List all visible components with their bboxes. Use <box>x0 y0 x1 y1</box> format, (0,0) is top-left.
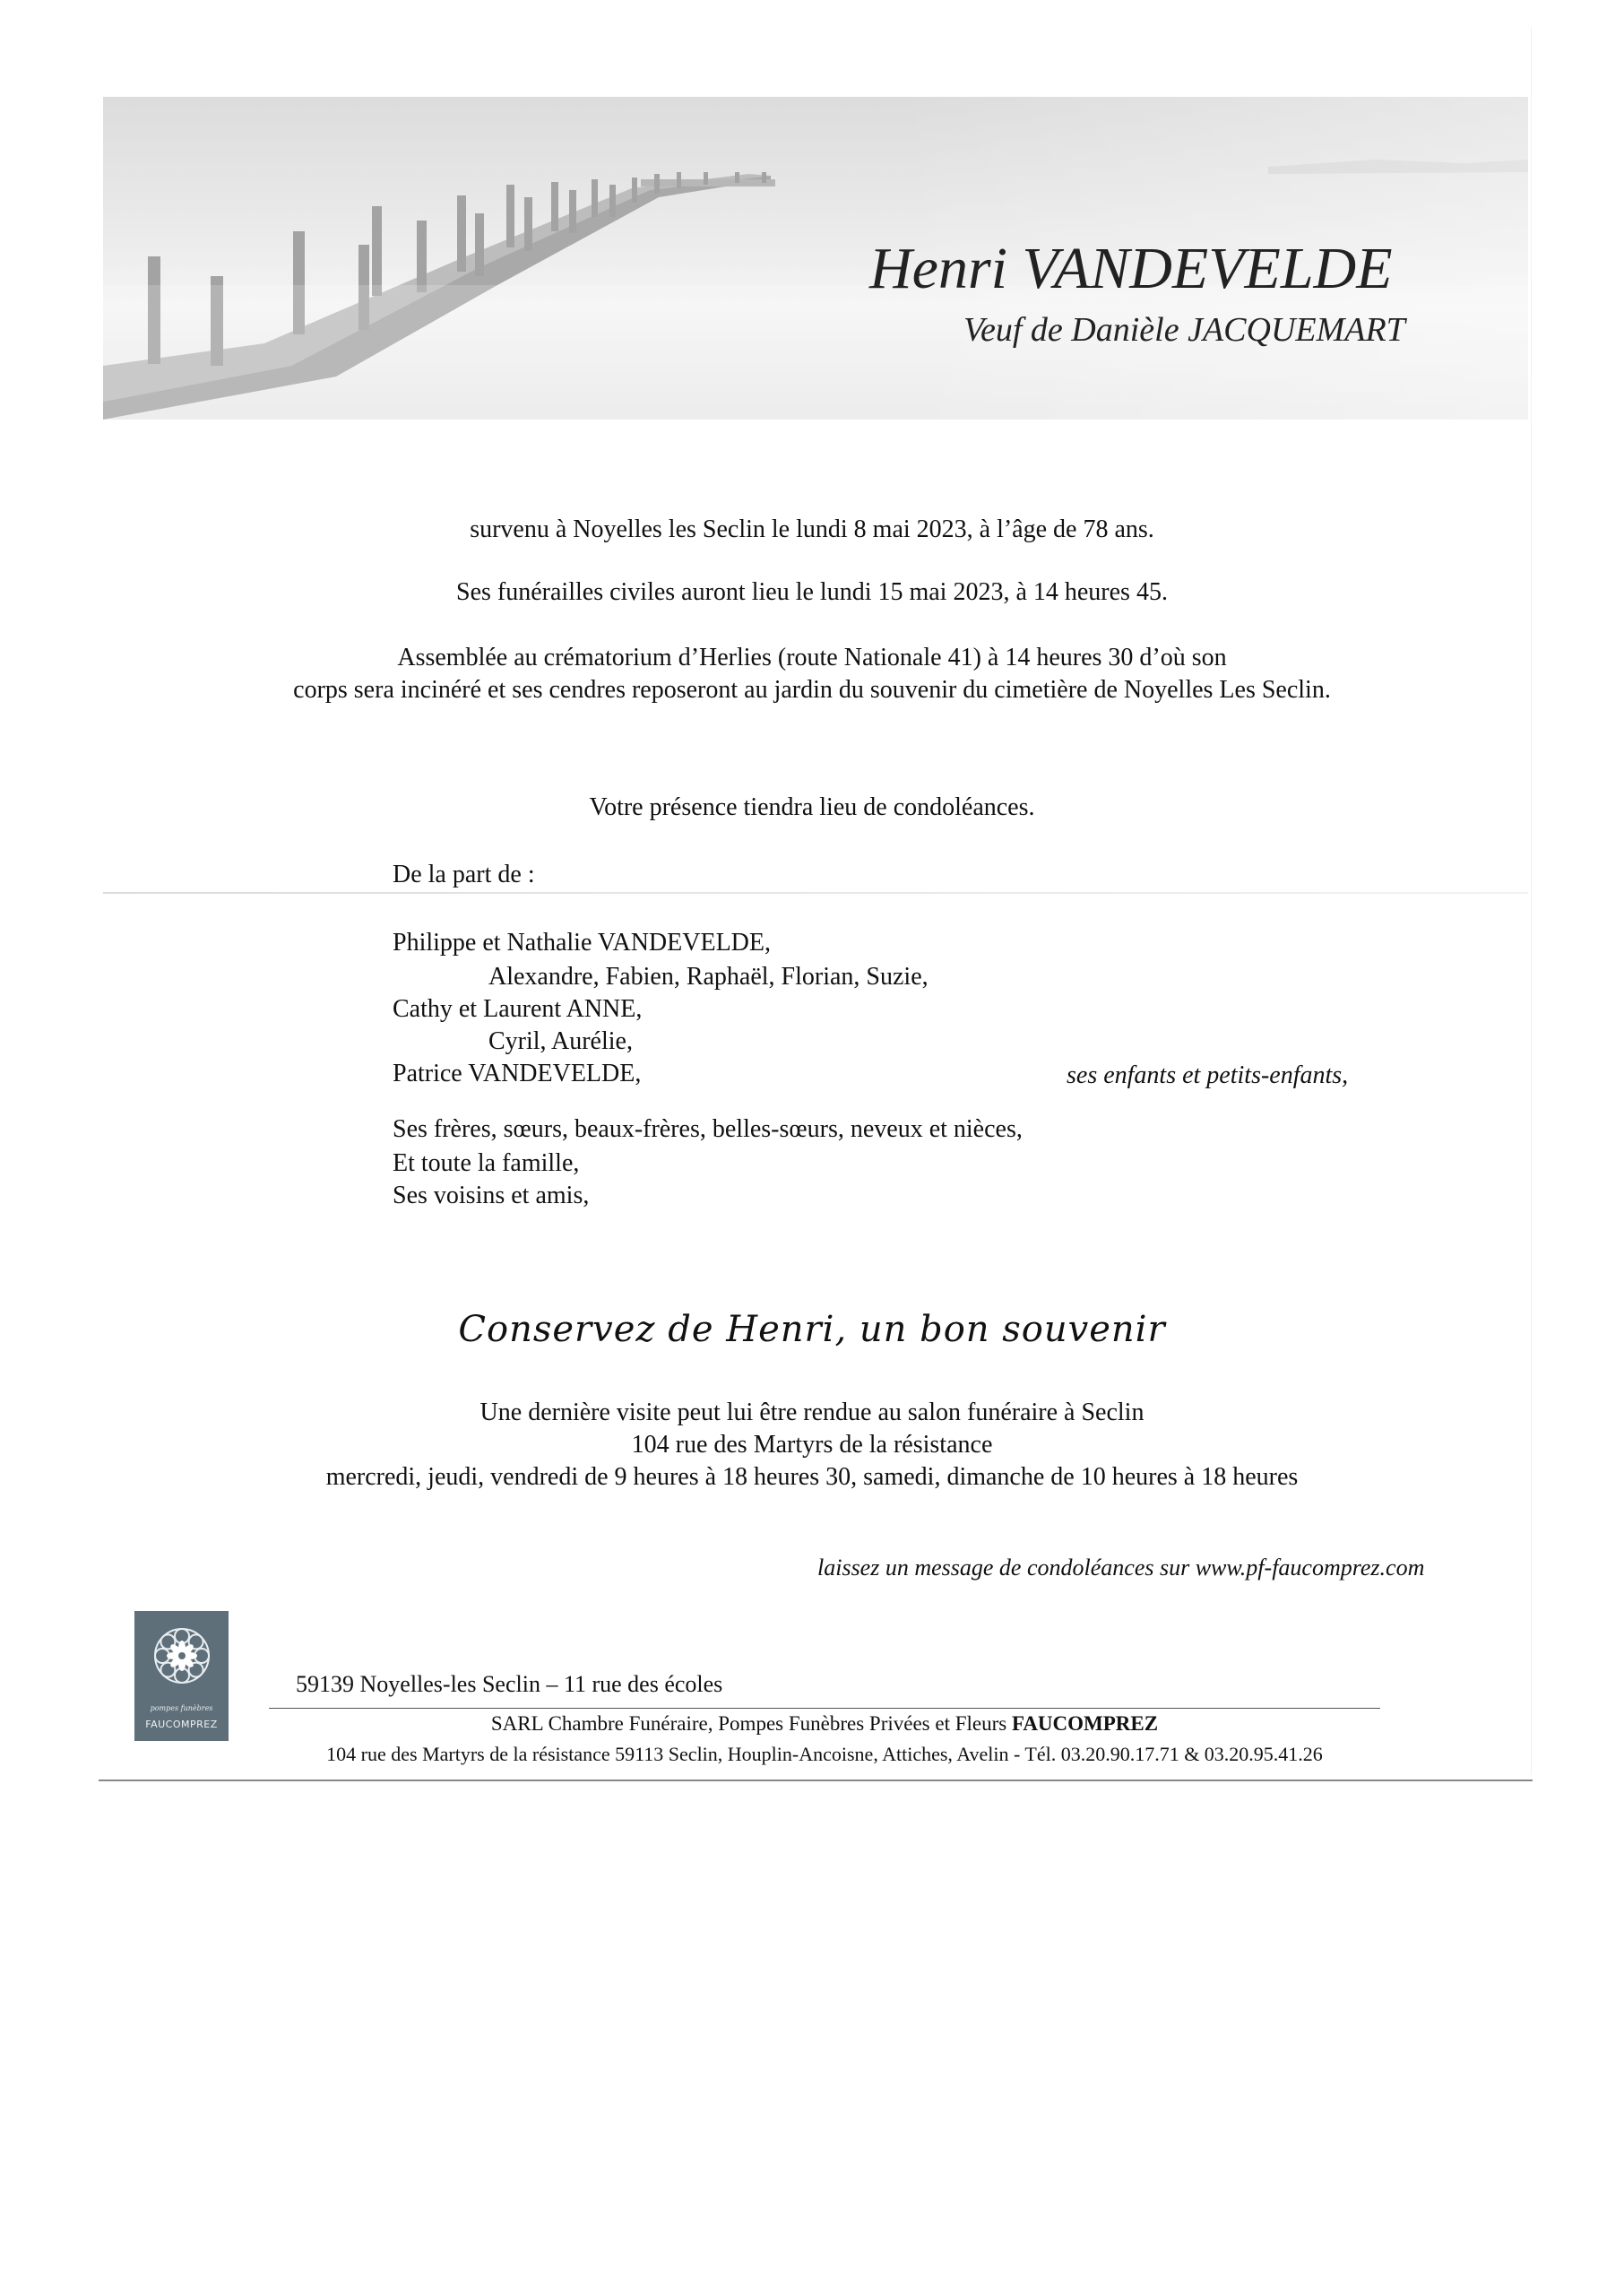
family-line-5: Patrice VANDEVELDE, <box>393 1060 642 1087</box>
company-name: FAUCOMPREZ <box>1011 1712 1159 1735</box>
footer-address: 59139 Noyelles-les Seclin – 11 rue des écoles <box>296 1671 723 1697</box>
visit-line-2: 104 rue des Martyrs de la résistance <box>631 1431 993 1459</box>
fold-line <box>103 892 1528 894</box>
death-notice-line: survenu à Noyelles les Seclin le lundi 8 mai 2023, à l’âge de 78 ans. <box>470 515 1154 543</box>
logo-tagline: pompes funèbres <box>150 1704 213 1712</box>
memory-script-line: Conservez de Henri, un bon souvenir <box>458 1309 1166 1350</box>
from-label: De la part de : <box>393 861 535 888</box>
flower-emblem-icon <box>150 1624 214 1688</box>
page-edge-line <box>1531 27 1532 1775</box>
logo-brand-name: FAUCOMPREZ <box>145 1719 218 1730</box>
company-contact: 104 rue des Martyrs de la résistance 59113 Seclin, Houplin-Ancoisne, Attiches, Avelin - Tél. 03.20.90.17.71 & 03.20.95.41.26 <box>326 1743 1323 1765</box>
family-line-1: Philippe et Nathalie VANDEVELDE, <box>393 929 772 957</box>
faucomprez-logo <box>134 1611 229 1741</box>
relatives-line-1: Ses frères, sœurs, beaux-frères, belles-sœurs, neveux et nièces, <box>393 1115 1023 1143</box>
bottom-rule <box>99 1780 1533 1781</box>
online-condolences-line: laissez un message de condoléances sur www.pf-faucomprez.com <box>817 1555 1425 1581</box>
family-line-4: Cyril, Aurélie, <box>488 1027 633 1055</box>
assembly-line-2: corps sera incinéré et ses cendres reposeront au jardin du souvenir du cimetière de Noyelles Les Seclin. <box>293 676 1331 704</box>
assembly-line-1: Assemblée au crématorium d’Herlies (route Nationale 41) à 14 heures 30 d’où son <box>397 644 1227 671</box>
footer-rule <box>269 1708 1380 1709</box>
family-line-3: Cathy et Laurent ANNE, <box>393 995 643 1023</box>
relatives-line-2: Et toute la famille, <box>393 1149 580 1177</box>
company-line <box>269 1712 1380 1736</box>
family-line-2: Alexandre, Fabien, Raphaël, Florian, Suzie, <box>488 963 929 991</box>
condolences-line: Votre présence tiendra lieu de condoléances. <box>589 793 1035 821</box>
family-relation: ses enfants et petits-enfants, <box>1067 1061 1349 1089</box>
deceased-name: Henri VANDEVELDE <box>869 236 1393 301</box>
company-description: SARL Chambre Funéraire, Pompes Funèbres Privées et Fleurs <box>490 1712 1007 1735</box>
visit-line-3: mercredi, jeudi, vendredi de 9 heures à 18 heures 30, samedi, dimanche de 10 heures à 18 heures <box>325 1463 1299 1491</box>
funeral-date-line: Ses funérailles civiles auront lieu le lundi 15 mai 2023, à 14 heures 45. <box>456 578 1168 606</box>
spouse-line: Veuf de Danièle JACQUEMART <box>963 311 1405 349</box>
relatives-line-3: Ses voisins et amis, <box>393 1182 590 1209</box>
visit-line-1: Une dernière visite peut lui être rendue au salon funéraire à Seclin <box>479 1399 1145 1426</box>
